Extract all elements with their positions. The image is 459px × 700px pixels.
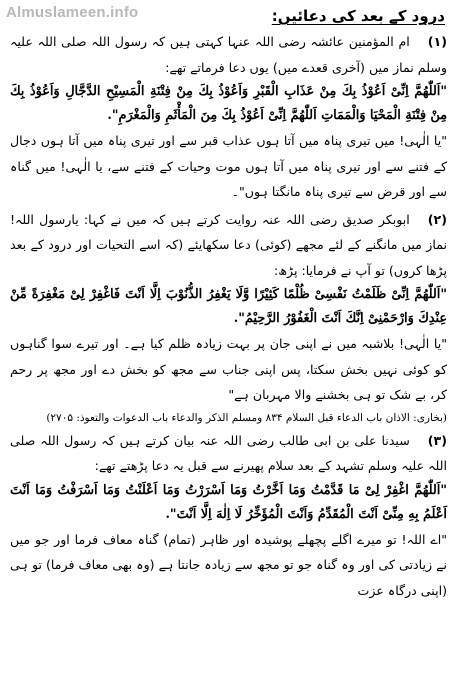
hadith-3-translation: "اے اللہ! تو میرے اگلے پچھلے پوشیدہ اور ظاہر (تمام) گناہ معاف فرما اور جو میں نے زیادتی کی اور وہ گناہ جو تو مجھ سے زیادہ جانتا ہے (وہ بھی معاف فرما) تو ہی (اپنی درگاہ عزت <box>10 531 447 598</box>
hadith-1-arabic: "اَللّٰهُمَّ اِنِّیْ اَعُوْذُ بِكَ مِنْ عَذَابِ الْقَبْرِ وَاَعُوْذُ بِكَ مِنْ فِتْنَةِ الْمَسِيْحِ الدَّجَّالِ وَاَعُوْذُ بِكَ مِنْ فِتْنَةِ الْمَحْيَا وَالْمَمَاتِ اَللّٰهُمَّ اِنِّیْ اَعُوْذُ بِكَ مِنَ الْمَأْثَمِ وَالْمَغْرَمِ". <box>10 84 447 123</box>
hadith-2-arabic: "اَللّٰهُمَّ اِنِّیْ ظَلَمْتُ نَفْسِیْ ظُلْمًا كَثِيْرًا وَّلَا يَغْفِرُ الذُّنُوْبَ اِلَّا اَنْتَ فَاغْفِرْ لِیْ مَغْفِرَةً مِّنْ عِنْدِكَ وَارْحَمْنِیْ اِنَّكَ اَنْتَ الْغَفُوْرُ الرَّحِيْمُ". <box>10 287 447 326</box>
hadith-1-intro-text: ام المؤمنین عائشہ رضی اللہ عنہا کہتی ہیں کہ رسول اللہ صلی اللہ علیہ وسلم نماز میں (آخری قعدے میں) یوں دعا فرماتے تھے: <box>10 34 447 75</box>
hadith-3-arabic: "اَللّٰهُمَّ اغْفِرْ لِیْ مَا قَدَّمْتُ وَمَا اَخَّرْتُ وَمَا اَسْرَرْتُ وَمَا اَعْلَنْتُ وَمَا اَسْرَفْتُ وَمَا اَنْتَ اَعْلَمُ بِهِ مِنِّیْ اَنْتَ الْمُقَدِّمُ وَاَنْتَ الْمُؤَخِّرُ لَا اِلٰهَ اِلَّا اَنْتَ". <box>10 482 447 522</box>
hadith-2-reference: (بخاری: الاذان باب الدعاء قبل السلام ۸۳۴ ومسلم الذکر والدعاء باب الدعوات والتعوذ: ۲۷۰۵) <box>46 411 447 424</box>
hadith-2-intro <box>10 207 447 284</box>
hadith-2-translation: "یا الٰہی! بلاشبہ میں نے اپنی جان پر بہت زیادہ ظلم کیا ہے۔ اور تیرے سوا گناہوں کو کوئی نہیں بخش سکتا، پس اپنی جناب سے مجھ کو بخش دے اور مجھ پر رحم کر، بے شک تو ہی بخشنے والا مہربان ہے" <box>10 336 447 402</box>
hadith-1-translation: "یا الٰہی! میں تیری پناہ میں آتا ہوں عذاب قبر سے اور تیری پناہ میں آتا ہوں دجال کے فتنے سے اور تیری پناہ میں آتا ہوں موت وحیات کے فتنے سے، یا الٰہی! میں گناہ سے اور قرض سے تیری پناہ مانگتا ہوں"۔ <box>10 133 447 199</box>
hadith-3-number: (۳) <box>427 432 447 448</box>
hadith-3-intro <box>10 428 447 479</box>
hadith-3-intro-text: سیدنا علی بن ابی طالب رضی اللہ عنہ بیان کرتے ہیں کہ رسول اللہ صلی اللہ علیہ وسلم تشہد کے بعد سلام پھیرنے سے قبل یہ دعا پڑھتے تھے: <box>10 432 447 473</box>
hadith-2-intro-text: ابوبکر صدیق رضی اللہ عنہ روایت کرتے ہیں کہ میں نے کہا: یارسول اللہ! نماز میں مانگنے کے لئے مجھے (کوئی) دعا سکھایئے (کہ اسے التحیات اور درود کے بعد پڑھا کروں) تو آپ نے فرمایا: پڑھ: <box>10 211 447 278</box>
hadith-2-number: (۲) <box>427 211 447 227</box>
hadith-1-number: (۱) <box>427 34 447 49</box>
hadith-1-intro <box>10 29 447 80</box>
page-heading: درود کے بعد کی دعائیں: <box>271 7 445 25</box>
site-watermark: Almuslameen.info <box>6 4 139 21</box>
